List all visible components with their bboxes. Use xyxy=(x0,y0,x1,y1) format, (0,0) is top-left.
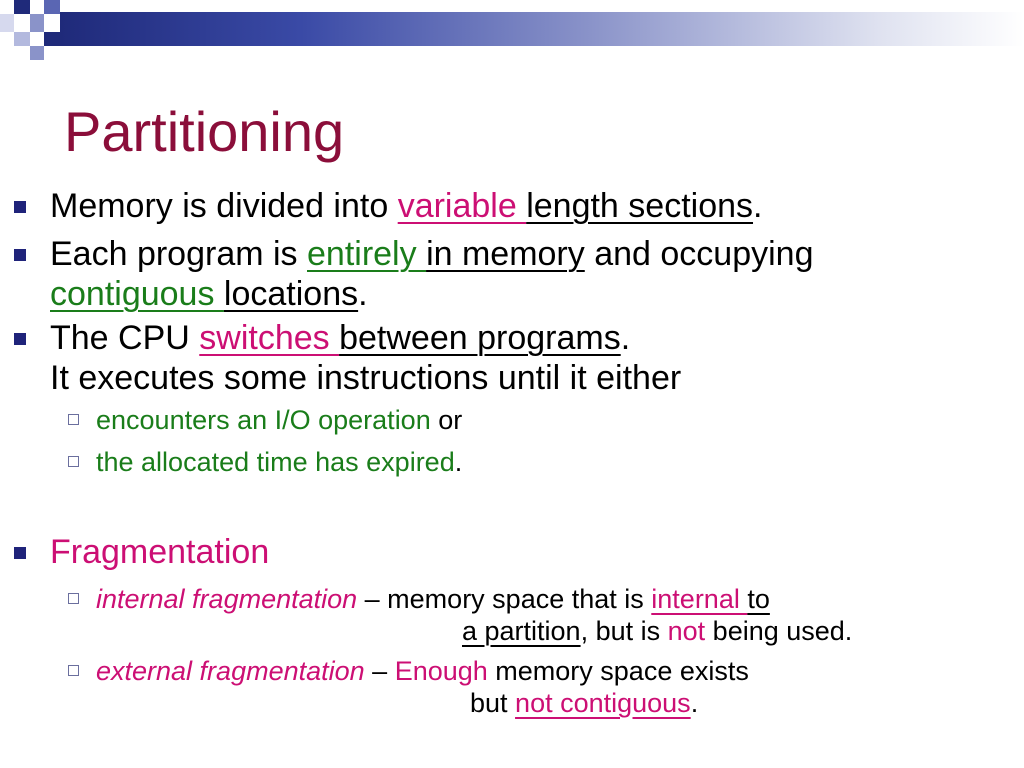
sub-bullet-internal-fragmentation xyxy=(96,583,770,615)
bullet-text: . xyxy=(358,275,368,313)
square-bullet-icon xyxy=(14,333,26,345)
bullet-text: and occupying xyxy=(584,235,814,273)
term-internal-fragmentation: internal fragmentation xyxy=(96,584,358,614)
bullet-fragmentation xyxy=(50,531,269,573)
bullet-memory-divided xyxy=(50,185,762,227)
deco-square-4 xyxy=(30,14,44,32)
sub-bullet-text: , but is xyxy=(580,616,668,646)
underlined-text: a partition xyxy=(462,616,581,646)
header-gradient-bar xyxy=(60,0,1024,46)
sub-bullet-text: . xyxy=(690,688,699,718)
bullet-text: It executes some instructions until it either xyxy=(50,359,682,397)
bullet-each-program xyxy=(50,233,814,275)
sub-bullet-io-operation xyxy=(96,404,462,436)
underlined-text: to xyxy=(747,584,770,614)
square-bullet-icon xyxy=(14,547,26,559)
highlight-contiguous: contiguous xyxy=(50,275,224,313)
deco-square-7 xyxy=(30,46,44,60)
sub-bullet-text: memory space exists xyxy=(487,656,749,686)
underlined-text: between programs xyxy=(339,319,621,357)
bullet-each-program-line2 xyxy=(50,273,368,315)
hollow-square-bullet-icon xyxy=(68,593,79,604)
sub-bullet-external-fragmentation xyxy=(96,655,749,687)
sub-bullet-text: but xyxy=(470,688,516,718)
hollow-square-bullet-icon xyxy=(68,456,79,467)
sub-bullet-text: – xyxy=(364,656,395,686)
slide-title: Partitioning xyxy=(64,100,345,163)
deco-square-5 xyxy=(14,32,30,46)
bullet-text: . xyxy=(620,319,631,357)
bullet-text: Each program is xyxy=(50,235,307,273)
sub-bullet-internal-line2 xyxy=(462,615,852,647)
underlined-text: length sections xyxy=(526,187,754,225)
highlight-not: not xyxy=(667,616,706,646)
sub-bullet-green-text: the allocated time has expired xyxy=(96,447,455,477)
highlight-enough: Enough xyxy=(394,656,488,686)
sub-bullet-text: being used. xyxy=(705,616,853,646)
square-bullet-icon xyxy=(14,249,26,261)
highlight-internal: internal xyxy=(651,584,748,614)
bullet-heading-fragmentation: Fragmentation xyxy=(50,533,270,571)
sub-bullet-text: . xyxy=(454,447,463,477)
bullet-text: Memory is divided into xyxy=(50,187,398,225)
square-bullet-icon xyxy=(14,201,26,213)
sub-bullet-time-expired xyxy=(96,446,462,478)
hollow-square-bullet-icon xyxy=(68,414,79,425)
sub-bullet-external-line2 xyxy=(470,687,698,719)
highlight-switches: switches xyxy=(199,319,340,357)
underlined-text: in memory xyxy=(426,235,585,273)
term-external-fragmentation: external fragmentation xyxy=(96,656,365,686)
highlight-variable: variable xyxy=(397,187,527,225)
sub-bullet-text: – memory space that is xyxy=(357,584,652,614)
bullet-cpu-line2 xyxy=(50,357,681,399)
underlined-text: locations xyxy=(223,275,359,313)
highlight-entirely: entirely xyxy=(307,235,427,273)
sub-bullet-green-text: encounters an I/O operation xyxy=(96,405,431,435)
hollow-square-bullet-icon xyxy=(68,665,79,676)
bullet-text: The CPU xyxy=(50,319,200,357)
bullet-text: . xyxy=(753,187,763,225)
deco-square-6 xyxy=(44,32,60,46)
deco-square-1 xyxy=(14,0,30,14)
sub-bullet-text: or xyxy=(430,405,463,435)
deco-square-3 xyxy=(0,14,14,32)
bullet-cpu-switches xyxy=(50,317,630,359)
highlight-not-contiguous: not contiguous xyxy=(515,688,691,718)
deco-square-2 xyxy=(44,0,60,14)
